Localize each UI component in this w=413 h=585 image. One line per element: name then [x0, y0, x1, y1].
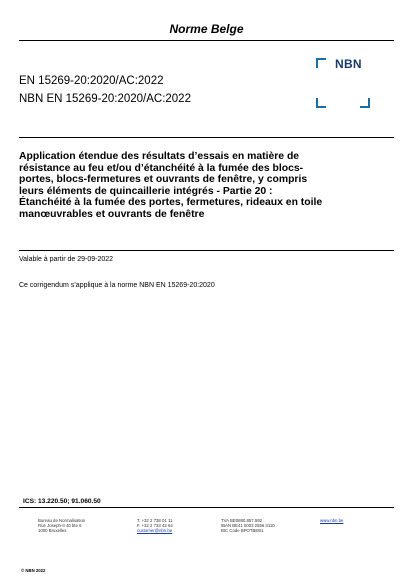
footer-street: Rue Joseph-II 40 bte 6	[38, 523, 82, 529]
title-line: résistance au feu et/ou d’étanchéité à la fumée des blocs-	[19, 162, 304, 174]
footer-contact	[137, 518, 173, 534]
title-line: Étanchéité à la fumée des portes, fermetures, rideaux en toile	[19, 197, 323, 209]
footer-web	[320, 518, 343, 523]
title-divider-bottom	[19, 250, 394, 251]
footer-address	[38, 518, 85, 534]
standard-codes	[19, 72, 191, 108]
document-title	[19, 151, 383, 221]
footer-vat: TVA BE0880.857.592	[221, 518, 263, 523]
corrigendum-note: Ce corrigendum s’applique à la norme NBN EN 15269-20:2020	[19, 282, 215, 289]
header-title: Norme Belge	[169, 22, 244, 36]
logo-corner-bottom-left	[316, 98, 326, 108]
footer-divider	[19, 507, 394, 508]
footer-bank	[221, 518, 275, 534]
footer-iban: IBAN BE41 0003 2556 3110	[221, 523, 275, 529]
copyright: © NBN 2022	[21, 568, 46, 573]
title-line: leurs éléments de quincaillerie intégrés - Partie 20 :	[19, 185, 273, 197]
nbn-code: NBN EN 15269-20:2020/AC:2022	[19, 93, 191, 105]
header-divider	[19, 40, 394, 41]
footer-fax: F. +32 2 733 42 64	[137, 523, 173, 529]
footer-city: 1000 Bruxelles	[38, 528, 67, 534]
footer-bic: BIC Code BPOTBEB1	[221, 528, 264, 534]
logo-corner-bottom-right	[360, 98, 370, 108]
logo-corner-top-left	[316, 58, 326, 68]
validity-date: Valable à partir de 29-09-2022	[19, 256, 114, 263]
footer-phone: T. +32 2 738 01 11	[137, 518, 173, 523]
footer-org: Bureau de Normalisation	[38, 518, 86, 523]
footer-email-link[interactable]: customer@nbn.be	[137, 528, 173, 534]
logo-text: NBN	[335, 57, 362, 71]
ics-codes: ICS: 13.220.50; 91.060.50	[23, 498, 101, 505]
title-line: manœuvrables et ouvrants de fenêtre	[19, 208, 205, 220]
en-code: EN 15269-20:2020/AC:2022	[19, 75, 164, 87]
title-line: portes, blocs-fermetures et ouvrants de fenêtre, y compris	[19, 174, 308, 186]
nbn-logo	[316, 58, 370, 108]
footer-website-link[interactable]: www.nbn.be	[320, 518, 344, 523]
title-line: Application étendue des résultats d’essais en matière de	[19, 151, 300, 162]
title-divider-top	[19, 137, 394, 138]
